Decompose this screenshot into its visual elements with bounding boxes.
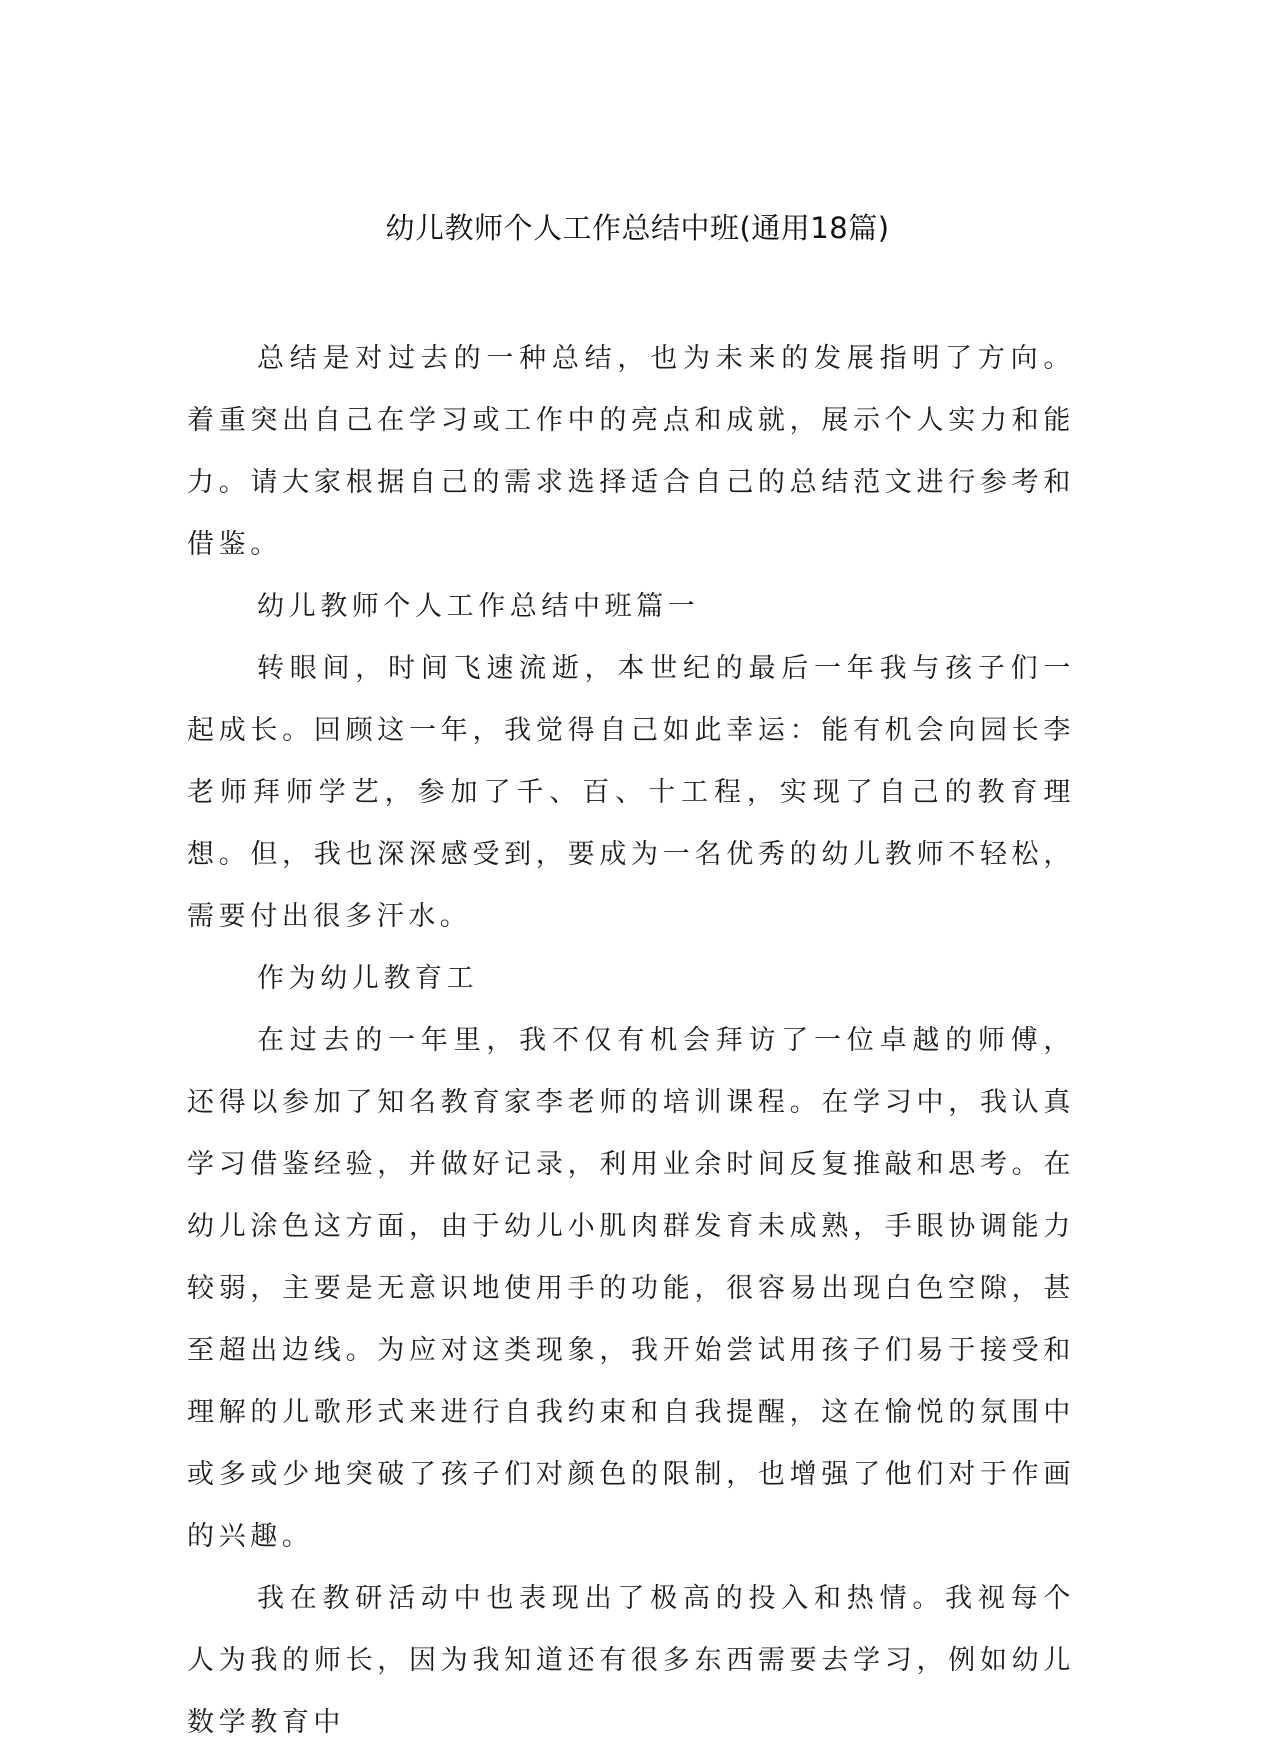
body-paragraph: 我在教研活动中也表现出了极高的投入和热情。我视每个人为我的师长，因为我知道还有很多东西需要去学习，例如幼儿数学教育中 [187,1583,1075,1738]
intro-paragraph: 总结是对过去的一种总结，也为未来的发展指明了方向。着重突出自己在学习或工作中的亮点和成就，展示个人实力和能力。请大家根据自己的需求选择适合自己的总结范文进行参考和借鉴。 [187,343,1075,560]
section-heading: 幼儿教师个人工作总结中班篇一 [257,591,700,622]
document-title: 幼儿教师个人工作总结中班(通用18篇) [385,211,890,245]
body-paragraph: 在过去的一年里，我不仅有机会拜访了一位卓越的师傅，还得以参加了知名教育家李老师的培训课程。在学习中，我认真学习借鉴经验，并做好记录，利用业余时间反复推敲和思考。在幼儿涂色这方面，由于幼儿小肌肉群发育未成熟，手眼协调能力较弱，主要是无意识地使用手的功能，很容易出现白色空隙，甚至超出边线。为应对这类现象，我开始尝试用孩子们易于接受和理解的儿歌形式来进行自我约束和自我提醒，这在愉悦的氛围中或多或少地突破了孩子们对颜色的限制，也增强了他们对于作画的兴趣。 [187,1025,1075,1552]
body-paragraph: 转眼间，时间飞速流逝，本世纪的最后一年我与孩子们一起成长。回顾这一年，我觉得自己如此幸运：能有机会向园长李老师拜师学艺，参加了千、百、十工程，实现了自己的教育理想。但，我也深深感受到，要成为一名优秀的幼儿教师不轻松，需要付出很多汗水。 [187,653,1075,932]
document-body [187,328,1075,1754]
body-paragraph: 作为幼儿教育工 [257,963,479,994]
